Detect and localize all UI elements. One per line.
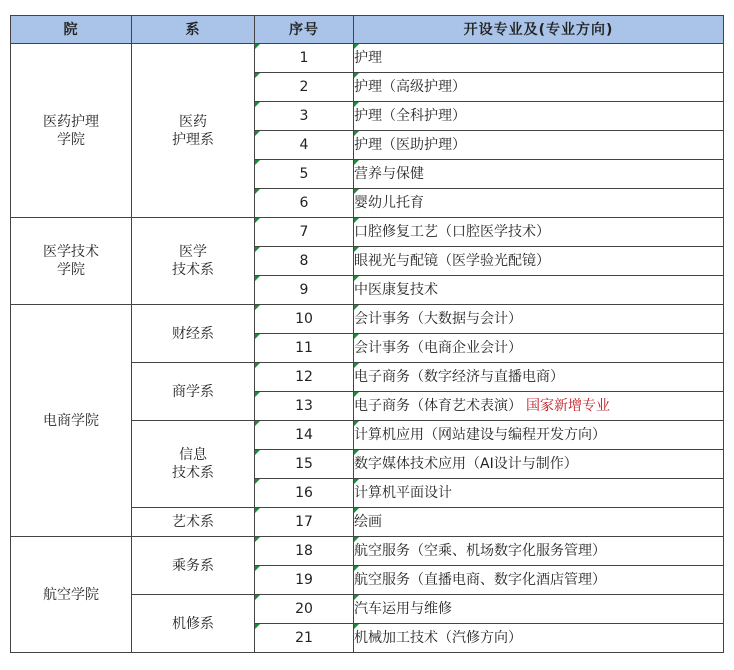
serial-number-cell: 20 [255, 595, 354, 624]
college-name-line1: 医药护理 [43, 113, 99, 130]
major-cell [354, 218, 724, 247]
table-row [11, 305, 724, 334]
serial-number-cell: 1 [255, 44, 354, 73]
major-name: 电子商务（数字经济与直播电商） [354, 369, 564, 385]
major-name: 航空服务（空乘、机场数字化服务管理） [354, 543, 606, 559]
major-cell [354, 189, 724, 218]
majors-table [10, 15, 724, 653]
serial-number-cell: 7 [255, 218, 354, 247]
major-name: 中医康复技术 [354, 282, 438, 298]
serial-number-cell: 18 [255, 537, 354, 566]
major-name: 机械加工技术（汽修方向） [354, 630, 522, 646]
major-name: 汽车运用与维修 [354, 601, 452, 617]
serial-number-cell: 2 [255, 73, 354, 102]
serial-number-cell: 5 [255, 160, 354, 189]
major-name: 计算机平面设计 [354, 485, 452, 501]
new-major-tag: 国家新增专业 [526, 398, 610, 414]
dept-cell [132, 305, 255, 363]
major-name: 护理（全科护理） [354, 108, 466, 124]
dept-cell [132, 44, 255, 218]
serial-number-cell: 19 [255, 566, 354, 595]
header-no: 序号 [255, 16, 354, 44]
major-name: 数字媒体技术应用（AI设计与制作） [354, 456, 578, 472]
major-cell [354, 276, 724, 305]
major-cell [354, 44, 724, 73]
college-name-line1: 医学技术 [43, 244, 99, 260]
major-name: 绘画 [354, 514, 382, 530]
dept-name-line2: 护理系 [172, 131, 214, 148]
major-name: 电子商务（体育艺术表演） [354, 398, 522, 414]
college-name-line2: 学院 [57, 262, 85, 278]
header-dept: 系 [132, 16, 255, 44]
serial-number-cell: 17 [255, 508, 354, 537]
major-name: 眼视光与配镜（医学验光配镜） [354, 253, 550, 269]
major-name: 计算机应用（网站建设与编程开发方向） [354, 427, 606, 443]
dept-name-line1: 乘务系 [172, 557, 214, 574]
table-header [11, 16, 724, 44]
major-cell [354, 305, 724, 334]
serial-number-cell: 3 [255, 102, 354, 131]
major-cell [354, 508, 724, 537]
major-cell [354, 102, 724, 131]
dept-cell [132, 421, 255, 508]
serial-number-cell: 16 [255, 479, 354, 508]
major-name: 口腔修复工艺（口腔医学技术） [354, 224, 550, 240]
major-cell [354, 392, 724, 421]
serial-number-cell: 13 [255, 392, 354, 421]
major-cell [354, 624, 724, 653]
table-body [11, 44, 724, 653]
dept-name-line1: 医药 [179, 113, 207, 130]
header-major: 开设专业及(专业方向) [354, 16, 724, 44]
major-name: 营养与保健 [354, 166, 424, 182]
major-cell [354, 334, 724, 363]
serial-number-cell: 4 [255, 131, 354, 160]
dept-name-line1: 商学系 [172, 383, 214, 400]
serial-number-cell: 12 [255, 363, 354, 392]
dept-name-line1: 机修系 [172, 615, 214, 632]
college-cell [11, 305, 132, 537]
major-name: 会计事务（电商企业会计） [354, 340, 522, 356]
major-cell [354, 131, 724, 160]
major-name: 护理 [354, 50, 382, 66]
major-cell [354, 421, 724, 450]
college-name-line2: 学院 [57, 131, 85, 148]
serial-number-cell: 9 [255, 276, 354, 305]
table-row [11, 537, 724, 566]
major-name: 护理（医助护理） [354, 137, 466, 153]
serial-number-cell: 6 [255, 189, 354, 218]
dept-cell [132, 218, 255, 305]
dept-name-line2: 技术系 [172, 262, 214, 278]
dept-name-line1: 艺术系 [172, 514, 214, 530]
serial-number-cell: 11 [255, 334, 354, 363]
dept-cell [132, 508, 255, 537]
serial-number-cell: 10 [255, 305, 354, 334]
dept-name-line2: 技术系 [172, 465, 214, 481]
serial-number-cell: 14 [255, 421, 354, 450]
college-name-line1: 电商学院 [43, 412, 99, 429]
header-college: 院 [11, 16, 132, 44]
serial-number-cell: 15 [255, 450, 354, 479]
major-cell [354, 73, 724, 102]
major-name: 护理（高级护理） [354, 79, 466, 95]
college-cell [11, 537, 132, 653]
dept-cell [132, 595, 255, 653]
header-row [11, 16, 724, 44]
college-cell [11, 218, 132, 305]
table-row [11, 44, 724, 73]
major-cell [354, 537, 724, 566]
serial-number-cell: 21 [255, 624, 354, 653]
majors-table-wrapper [10, 15, 724, 653]
major-cell [354, 595, 724, 624]
major-name: 航空服务（直播电商、数字化酒店管理） [354, 572, 606, 588]
major-cell [354, 247, 724, 276]
dept-name-line1: 医学 [179, 244, 207, 260]
major-cell [354, 160, 724, 189]
major-cell [354, 363, 724, 392]
table-row [11, 218, 724, 247]
major-cell [354, 566, 724, 595]
dept-name-line1: 信息 [179, 447, 207, 463]
dept-name-line1: 财经系 [172, 325, 214, 342]
college-name-line1: 航空学院 [43, 586, 99, 603]
major-name: 婴幼儿托育 [354, 195, 424, 211]
serial-number-cell: 8 [255, 247, 354, 276]
major-name: 会计事务（大数据与会计） [354, 311, 522, 327]
major-cell [354, 479, 724, 508]
major-cell [354, 450, 724, 479]
dept-cell [132, 363, 255, 421]
college-cell [11, 44, 132, 218]
dept-cell [132, 537, 255, 595]
